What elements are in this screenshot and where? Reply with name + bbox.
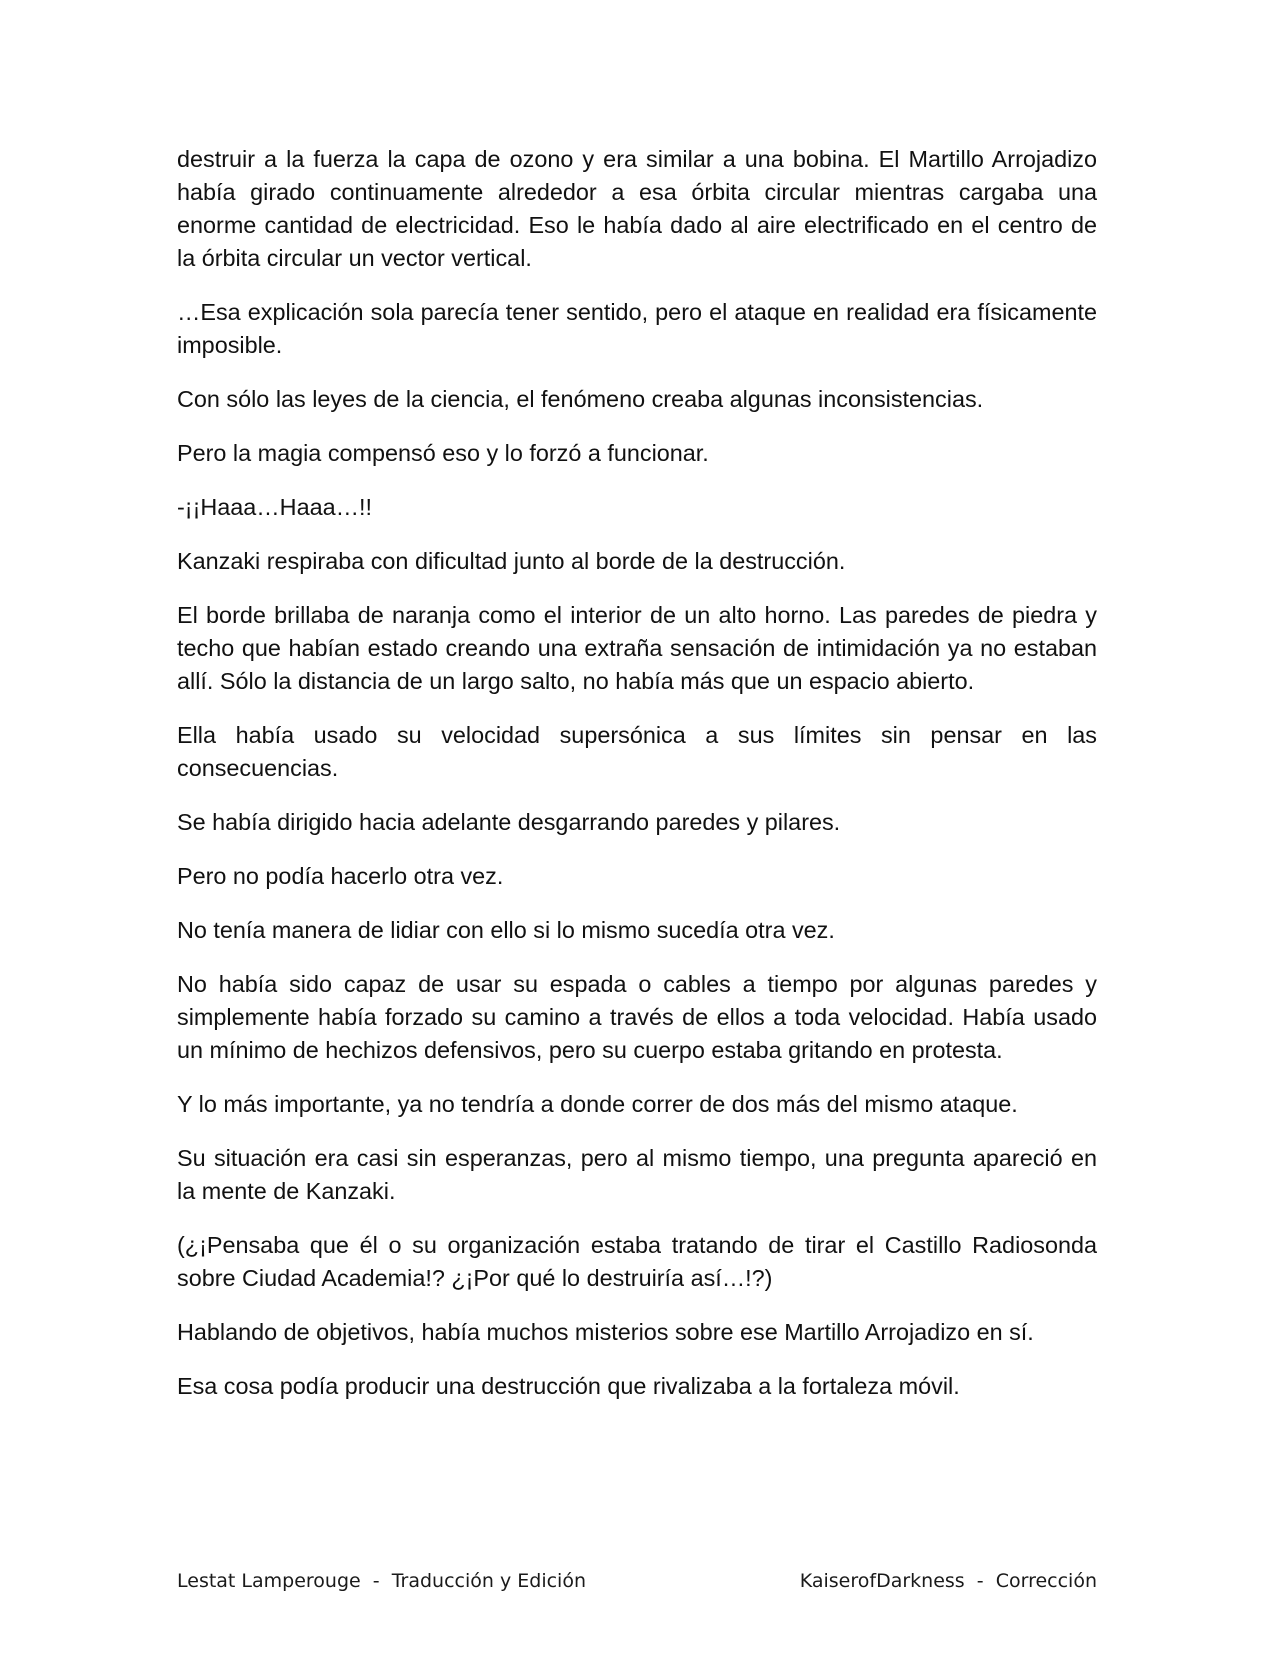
paragraph-5: -¡¡Haaa…Haaa…!! (177, 494, 372, 520)
paragraph-8: Ella había usado su velocidad supersónica a sus límites sin pensar en las consecuencias. (177, 722, 1097, 781)
footer-translator-credit: Lestat Lamperouge - Traducción y Edición (177, 1570, 587, 1592)
footer-proofreader-credit: KaiserofDarkness - Corrección (799, 1570, 1097, 1592)
paragraph-13: Y lo más importante, ya no tendría a donde correr de dos más del mismo ataque. (177, 1091, 1018, 1117)
paragraph-1: destruir a la fuerza la capa de ozono y era similar a una bobina. El Martillo Arrojadizo había girado continuamente alrededor a esa órbita circular mientras cargaba una enorme cantidad de electricidad. Eso le había dado al aire electrificado en el centro de la órbita circular un vector vertical. (177, 146, 1097, 271)
page-footer (177, 1570, 1097, 1600)
paragraph-11: No tenía manera de lidiar con ello si lo mismo sucedía otra vez. (177, 917, 835, 943)
body-text (177, 143, 1097, 1424)
paragraph-4: Pero la magia compensó eso y lo forzó a funcionar. (177, 440, 709, 466)
paragraph-2: …Esa explicación sola parecía tener sentido, pero el ataque en realidad era físicamente imposible. (177, 299, 1097, 358)
paragraph-3: Con sólo las leyes de la ciencia, el fenómeno creaba algunas inconsistencias. (177, 386, 984, 412)
paragraph-14: Su situación era casi sin esperanzas, pero al mismo tiempo, una pregunta apareció en la mente de Kanzaki. (177, 1145, 1097, 1204)
paragraph-7: El borde brillaba de naranja como el interior de un alto horno. Las paredes de piedra y techo que habían estado creando una extraña sensación de intimidación ya no estaban allí. Sólo la distancia de un largo salto, no había más que un espacio abierto. (177, 602, 1097, 694)
paragraph-12: No había sido capaz de usar su espada o cables a tiempo por algunas paredes y simplemente había forzado su camino a través de ellos a toda velocidad. Había usado un mínimo de hechizos defensivos, pero su cuerpo estaba gritando en protesta. (177, 971, 1097, 1063)
paragraph-10: Pero no podía hacerlo otra vez. (177, 863, 504, 889)
paragraph-6: Kanzaki respiraba con dificultad junto al borde de la destrucción. (177, 548, 846, 574)
paragraph-9: Se había dirigido hacia adelante desgarrando paredes y pilares. (177, 809, 841, 835)
paragraph-17: Esa cosa podía producir una destrucción que rivalizaba a la fortaleza móvil. (177, 1373, 960, 1399)
paragraph-15: (¿¡Pensaba que él o su organización estaba tratando de tirar el Castillo Radiosonda sobre Ciudad Academia!? ¿¡Por qué lo destruiría así…!?) (177, 1232, 1097, 1291)
paragraph-16: Hablando de objetivos, había muchos misterios sobre ese Martillo Arrojadizo en sí. (177, 1319, 1034, 1345)
